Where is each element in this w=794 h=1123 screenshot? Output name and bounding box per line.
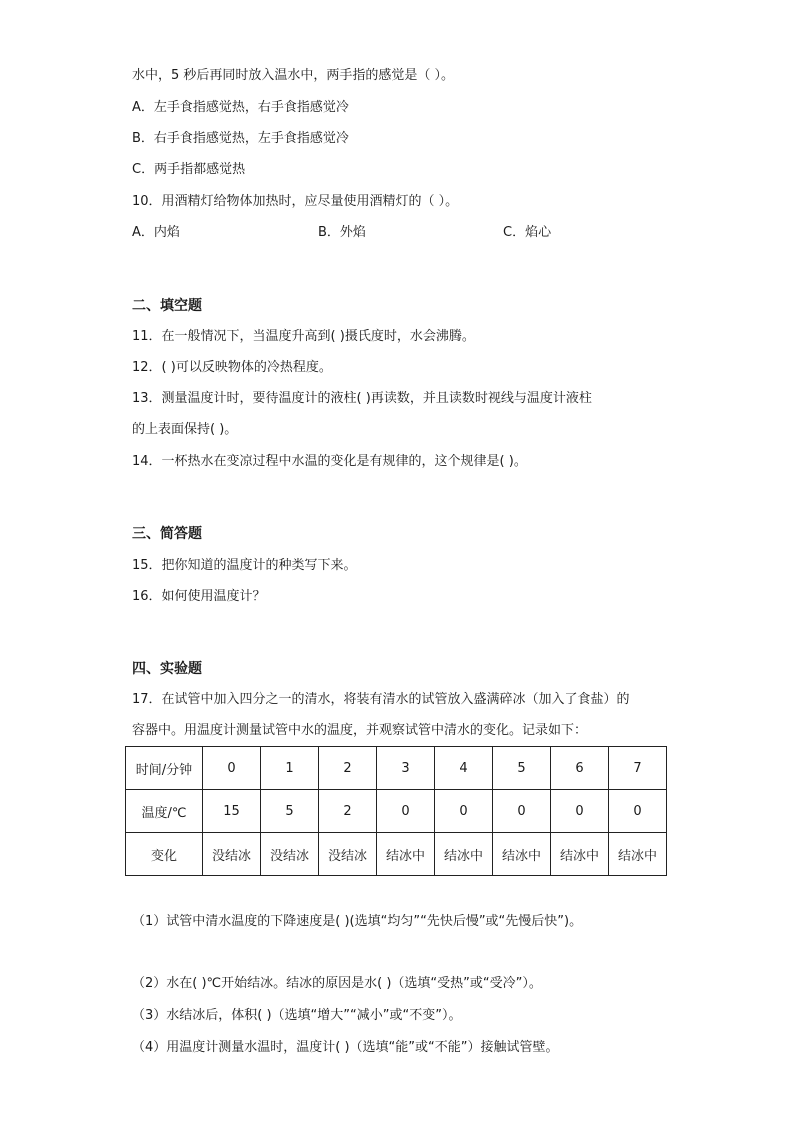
q10-stem: 10．用酒精灯给物体加热时，应尽量使用酒精灯的（ ）。 (132, 194, 459, 209)
table-cell: 5 (493, 747, 551, 790)
table-cell: 结冰中 (435, 833, 493, 876)
q17-sub3: （3）水结冰后，体积( )（选填“增大”“减小”或“不变”）。 (132, 1008, 462, 1023)
table-cell: 5 (261, 790, 319, 833)
table-cell: 2 (319, 747, 377, 790)
table-cell: 0 (609, 790, 667, 833)
q12: 12．( )可以反映物体的冷热程度。 (132, 360, 332, 375)
table-cell: 没结冰 (261, 833, 319, 876)
table-cell: 7 (609, 747, 667, 790)
table-cell: 0 (493, 790, 551, 833)
q9-stem-cont: 水中，5 秒后再同时放入温水中，两手指的感觉是（ ）。 (132, 68, 455, 83)
q9-option-a: A．左手食指感觉热，右手食指感觉冷 (132, 100, 349, 115)
q17-line1: 17．在试管中加入四分之一的清水，将装有清水的试管放入盛满碎冰（加入了食盐）的 (132, 692, 630, 707)
table-cell: 没结冰 (203, 833, 261, 876)
table-row-temp (126, 790, 667, 833)
q9-option-b: B．右手食指感觉热，左手食指感觉冷 (132, 131, 349, 146)
table-cell: 3 (377, 747, 435, 790)
table-row-time (126, 747, 667, 790)
table-cell: 结冰中 (551, 833, 609, 876)
table-cell: 4 (435, 747, 493, 790)
q14: 14．一杯热水在变凉过程中水温的变化是有规律的，这个规律是( )。 (132, 454, 527, 469)
q16: 16．如何使用温度计？ (132, 589, 266, 604)
q17-line2: 容器中。用温度计测量试管中水的温度，并观察试管中清水的变化。记录如下： (132, 723, 588, 738)
data-table (125, 746, 667, 876)
table-cell: 0 (203, 747, 261, 790)
section-2-title: 二、填空题 (132, 298, 202, 314)
table-cell: 1 (261, 747, 319, 790)
q10-option-c: C．焰心 (503, 225, 552, 240)
table-cell: 2 (319, 790, 377, 833)
q13-line1: 13．测量温度计时，要待温度计的液柱( )再读数，并且读数时视线与温度计液柱 (132, 391, 592, 406)
q9-option-c: C．两手指都感觉热 (132, 162, 246, 177)
q10-option-a: A．内焰 (132, 225, 180, 240)
table-cell: 6 (551, 747, 609, 790)
q15: 15．把你知道的温度计的种类写下来。 (132, 558, 357, 573)
table-row-label: 变化 (126, 833, 203, 876)
q17-sub1: （1）试管中清水温度的下降速度是( )(选填“均匀”“先快后慢”或“先慢后快”)。 (132, 914, 583, 929)
q10-option-b: B．外焰 (318, 225, 366, 240)
table-cell: 0 (435, 790, 493, 833)
table-row-label: 温度/℃ (126, 790, 203, 833)
q17-sub4: （4）用温度计测量水温时，温度计( )（选填“能”或“不能”）接触试管壁。 (132, 1040, 559, 1055)
table-row-label: 时间/分钟 (126, 747, 203, 790)
table-cell: 15 (203, 790, 261, 833)
q17-sub2: （2）水在( )℃开始结冰。结冰的原因是水( )（选填“受热”或“受冷”）。 (132, 976, 542, 991)
table-cell: 0 (551, 790, 609, 833)
table-cell: 没结冰 (319, 833, 377, 876)
q11: 11．在一般情况下，当温度升高到( )摄氏度时，水会沸腾。 (132, 329, 475, 344)
table-cell: 结冰中 (493, 833, 551, 876)
q13-line2: 的上表面保持( )。 (132, 422, 238, 437)
table-row-change (126, 833, 667, 876)
table-cell: 结冰中 (609, 833, 667, 876)
table-cell: 0 (377, 790, 435, 833)
table-cell: 结冰中 (377, 833, 435, 876)
section-4-title: 四、实验题 (132, 661, 202, 677)
section-3-title: 三、简答题 (132, 526, 202, 542)
